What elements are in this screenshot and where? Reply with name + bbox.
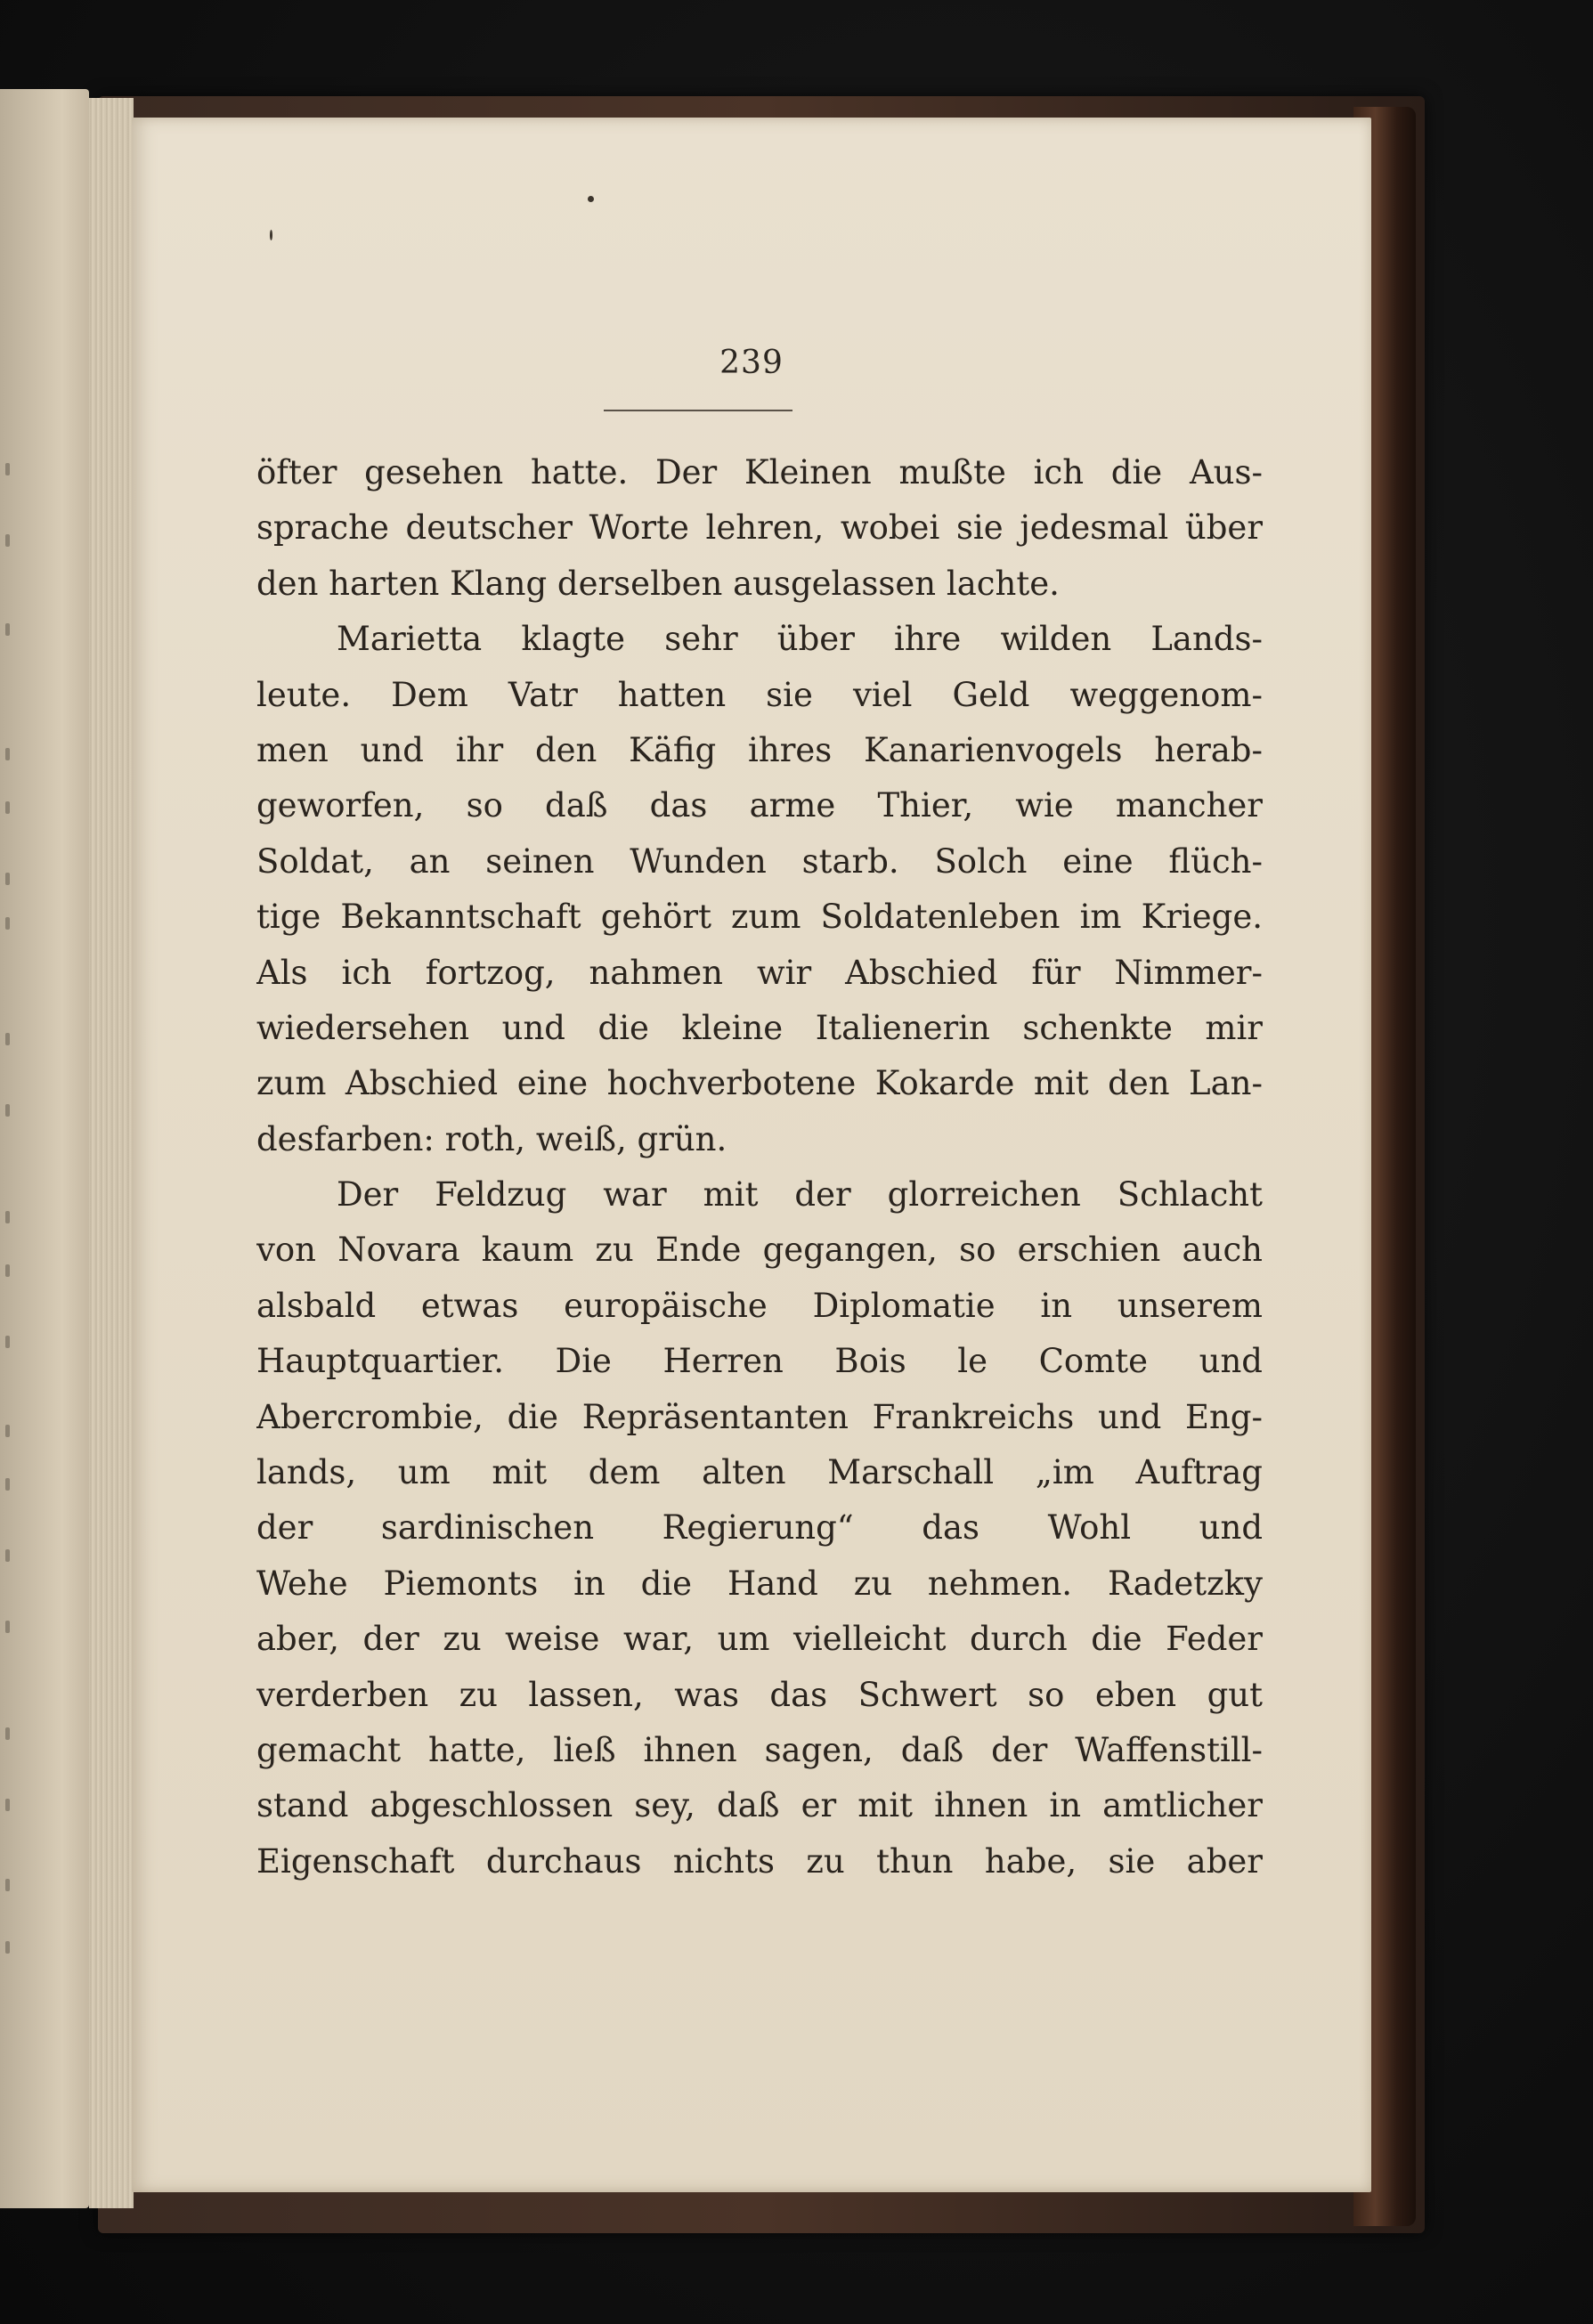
text-line: wiedersehen und die kleine Italienerin schenkte mir — [256, 1008, 1263, 1047]
text-line: desfarben: roth, weiß, grün. — [256, 1119, 727, 1158]
text-line: öfter gesehen hatte. Der Kleinen mußte ich die Aus- — [256, 453, 1263, 492]
text-line: verderben zu lassen, was das Schwert so eben gut — [256, 1675, 1263, 1714]
body-text — [256, 445, 1263, 1889]
text-line: Als ich fortzog, nahmen wir Abschied für Nimmer- — [256, 953, 1263, 992]
header-rule — [604, 410, 792, 411]
page-gutter — [89, 98, 134, 2208]
text-line: gemacht hatte, ließ ihnen sagen, daß der Waffenstill- — [256, 1730, 1263, 1769]
text-line: Eigenschaft durchaus nichts zu thun habe, sie aber — [256, 1841, 1263, 1881]
text-line: Wehe Piemonts in die Hand zu nehmen. Radetzky — [256, 1564, 1263, 1603]
text-line: lands, um mit dem alten Marschall „im Auftrag — [256, 1453, 1263, 1492]
page-speck — [588, 196, 594, 202]
text-line: den harten Klang derselben ausgelassen lachte. — [256, 564, 1060, 603]
text-line: von Novara kaum zu Ende gegangen, so erschien auch — [256, 1231, 1263, 1270]
text-line: men und ihr den Käfig ihres Kanarienvogels herab- — [256, 730, 1263, 769]
text-line: der sardinischen Regierung“ das Wohl und — [256, 1508, 1263, 1548]
text-line: Abercrombie, die Repräsentanten Frankreichs und Eng- — [256, 1397, 1263, 1436]
text-line: sprache deutscher Worte lehren, wobei sie jedesmal über — [256, 508, 1263, 548]
text-line: alsbald etwas europäische Diplomatie in unserem — [256, 1286, 1263, 1325]
text-line: zum Abschied eine hochverbotene Kokarde mit den Lan- — [256, 1064, 1263, 1103]
text-line: aber, der zu weise war, um vielleicht durch die Feder — [256, 1620, 1263, 1659]
text-line: stand abgeschlossen sey, daß er mit ihnen in amtlicher — [256, 1786, 1263, 1825]
text-line: Soldat, an seinen Wunden starb. Solch eine flüch- — [256, 841, 1263, 881]
text-line: leute. Dem Vatr hatten sie viel Geld weggenom- — [256, 675, 1263, 714]
page-speck — [270, 230, 272, 240]
book-page — [132, 118, 1371, 2192]
text-line: Der Feldzug war mit der glorreichen Schlacht — [337, 1175, 1263, 1215]
text-line: Hauptquartier. Die Herren Bois le Comte und — [256, 1342, 1263, 1381]
text-line: tige Bekanntschaft gehört zum Soldatenleben im Kriege. — [256, 898, 1263, 937]
text-line: Marietta klagte sehr über ihre wilden Lands- — [337, 620, 1263, 659]
left-page-edge — [0, 89, 89, 2208]
text-line: geworfen, so daß das arme Thier, wie mancher — [256, 786, 1263, 825]
page-number: 239 — [719, 345, 784, 381]
